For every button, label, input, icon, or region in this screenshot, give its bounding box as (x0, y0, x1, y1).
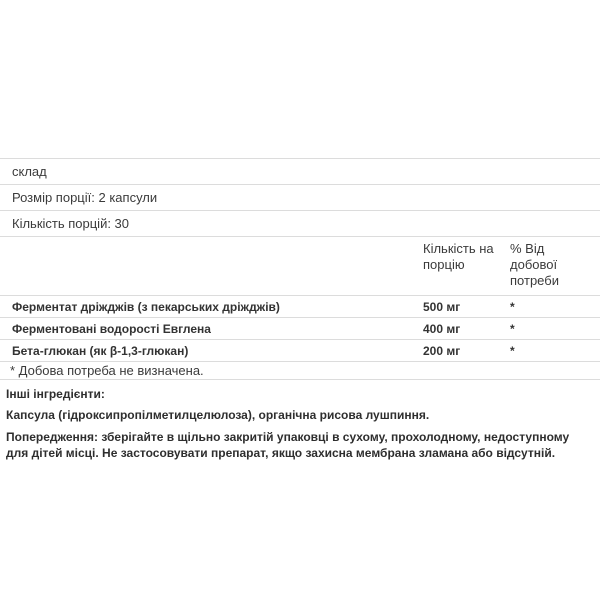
serving-size-text: Розмір порції: 2 капсули (12, 190, 158, 205)
ingredient-row (0, 339, 600, 361)
ingredient-row (0, 317, 600, 339)
bottom-section (0, 380, 600, 461)
ingredient-amount: 400 мг (423, 321, 461, 336)
ingredient-daily-value: * (510, 343, 515, 358)
warning-text: Попередження: зберігайте в щільно закритій упаковці в сухому, прохолодному, недоступному для дітей місці. Не застосовувати препарат, якщо захисна мембрана зламана або відсутній. (6, 430, 570, 460)
footnote-row (0, 361, 600, 380)
supplement-facts-table (0, 158, 600, 380)
footnote-text: * Добова потреба не визначена. (10, 363, 204, 378)
ingredient-daily-value: * (510, 299, 515, 314)
table-title: склад (12, 164, 47, 179)
ingredient-name: Бета-глюкан (як β-1,3-глюкан) (12, 343, 189, 358)
serving-size-row (0, 184, 600, 210)
table-title-row (0, 158, 600, 184)
table-header-row (0, 236, 600, 295)
ingredient-daily-value: * (510, 321, 515, 336)
servings-count-row (0, 210, 600, 236)
ingredient-name: Ферментовані водорості Евглена (12, 321, 211, 336)
ingredient-amount: 500 мг (423, 299, 461, 314)
ingredient-amount: 200 мг (423, 343, 461, 358)
column-header-daily-value: % Від добової потреби (510, 241, 559, 288)
servings-count-text: Кількість порцій: 30 (12, 216, 130, 231)
other-ingredients-value: Капсула (гідроксипропілметилцелюлоза), органічна рисова лушпиння. (6, 408, 430, 422)
ingredient-row (0, 295, 600, 317)
other-ingredients-label: Інші інгредієнти: (6, 387, 105, 401)
column-header-amount: Кількість на порцію (423, 241, 494, 272)
ingredient-name: Ферментат дріжджів (з пекарських дріжджів) (12, 299, 280, 314)
column-header-empty (0, 241, 423, 289)
